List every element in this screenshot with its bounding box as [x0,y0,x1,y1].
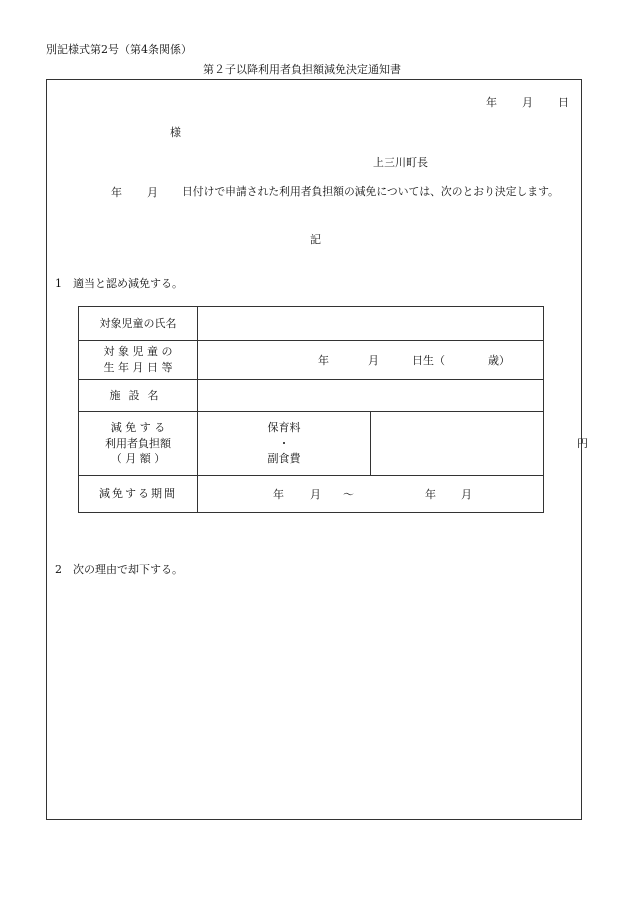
birthdate-label-line1: 対 象 児 童 の [103,345,173,359]
issuer-name: 上三川町長 [373,156,428,169]
fee-type-line2: ・ [278,436,290,450]
period-tilde: ～ [343,488,354,501]
table-row [79,380,544,412]
table-row [79,341,544,380]
yen-unit: 円 [577,437,588,450]
birthdate-value [198,341,544,380]
reduction-amount-label-line1: 減 免 す る [110,420,166,434]
period-start-year: 年 [273,488,284,501]
period-end-year: 年 [425,488,436,501]
date-line: 年 月 日 [486,96,570,109]
body-text: 日付けで申請された利用者負担額の減免については、次のとおり決定します。 [182,185,559,198]
birth-month: 月 [368,354,379,367]
child-age: 歳） [488,354,510,367]
reduction-amount-value [371,412,588,476]
table-row [79,476,544,513]
reduction-period-value [198,476,544,513]
document-title: 第２子以降利用者負担額減免決定通知書 [203,63,401,76]
birth-year: 年 [318,354,329,367]
facility-name-label: 施設名 [79,380,198,412]
period-end-month: 月 [461,488,472,501]
fee-type-line3: 副食費 [267,452,301,466]
table-row [79,307,544,341]
section2-label: 2 次の理由で却下する。 [55,563,183,576]
fee-type-line1: 保育料 [267,420,301,434]
form-number-label: 別記様式第2号（第4条関係） [46,43,192,56]
child-name-label: 対象児童の氏名 [79,307,198,341]
facility-name-value [198,380,544,412]
reduction-period-label: 減免する期間 [79,476,198,513]
reduction-amount-label [79,412,198,476]
reduction-amount-label-line2: 利用者負担額 [105,436,171,450]
table-row [79,412,544,476]
birthdate-label-line2: 生 年 月 日 等 [103,361,173,374]
recipient-suffix: 様 [170,126,181,139]
reduction-amount-label-line3: （ 月 額 ） [110,452,166,466]
birthdate-label [79,341,198,380]
body-year: 年 [111,186,122,199]
reduction-detail-table [78,306,588,513]
body-month: 月 [147,186,158,199]
birth-day: 日生（ [412,354,445,367]
period-start-month: 月 [310,488,321,501]
child-name-value [198,307,544,341]
ki-heading: 記 [310,233,321,246]
section1-label: 1 適当と認め減免する。 [55,277,183,290]
fee-type-cell [198,412,371,476]
